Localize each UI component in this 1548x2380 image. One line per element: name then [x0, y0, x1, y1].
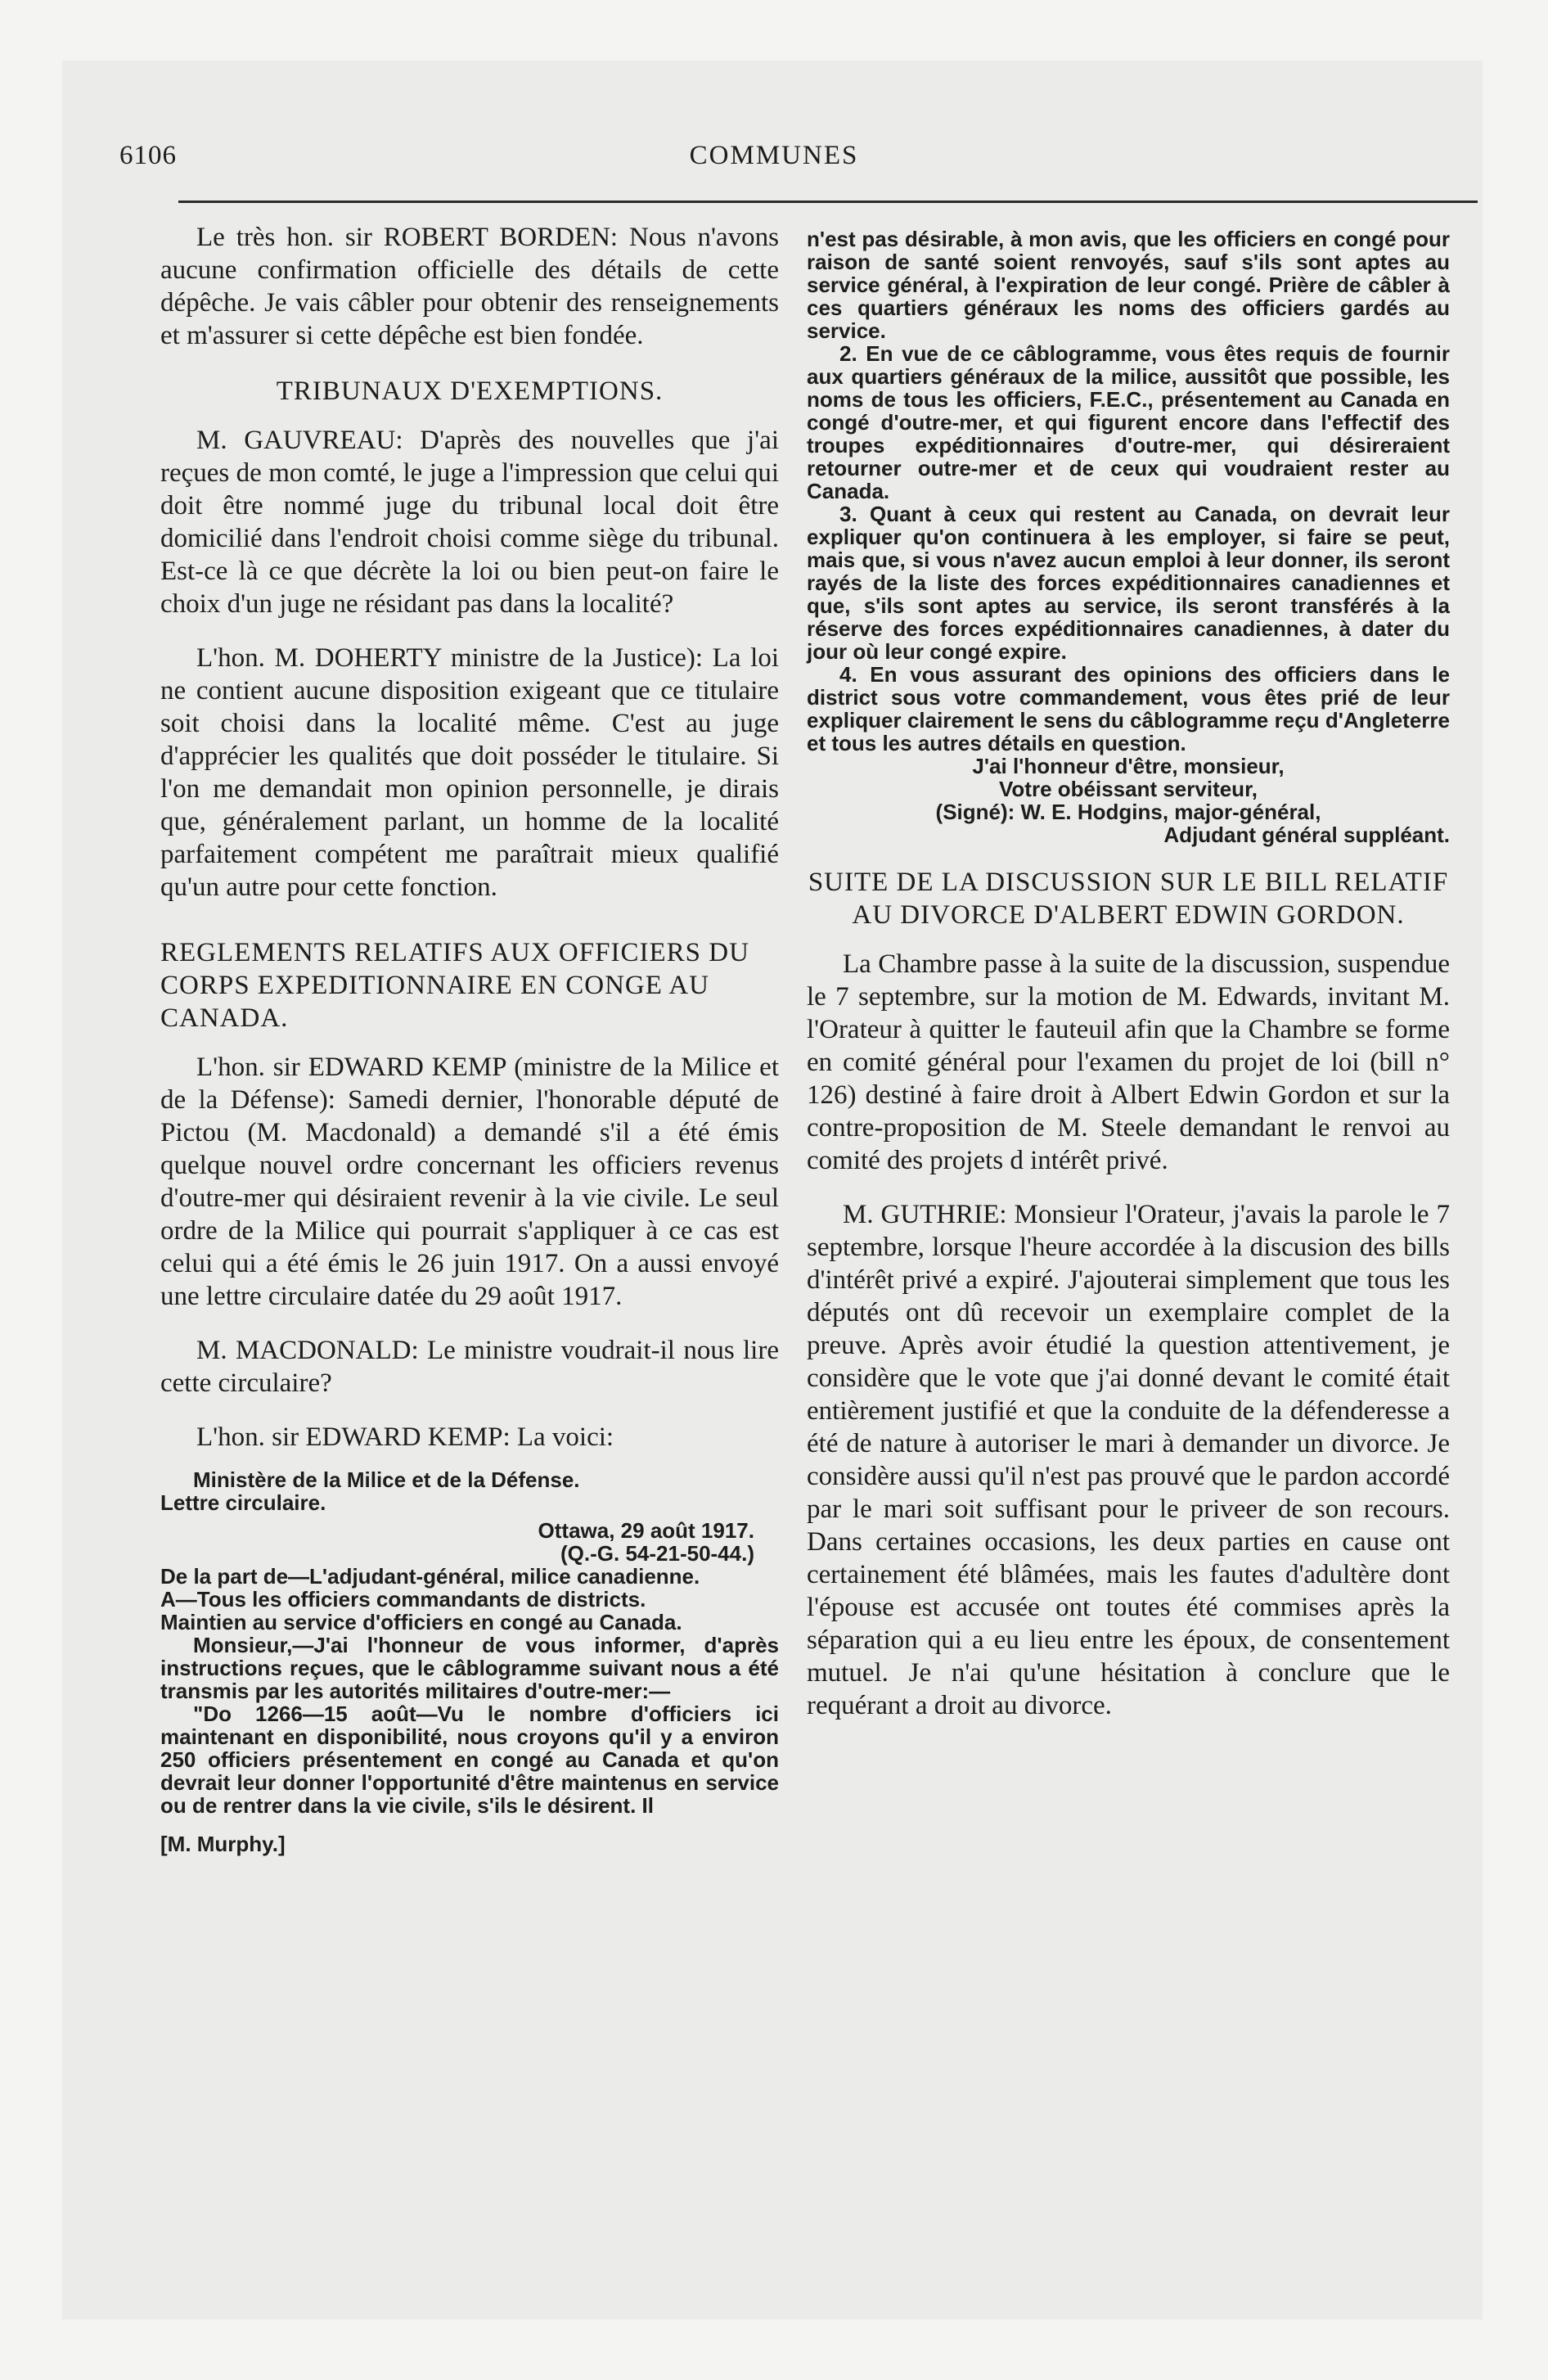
- letter-signatory-title: Adjudant général suppléant.: [1163, 823, 1450, 847]
- section-heading-tribunaux: TRIBUNAUX D'EXEMPTIONS.: [276, 376, 664, 406]
- speaker-tag: [M. Murphy.]: [160, 1832, 286, 1856]
- letter-cable-continued: n'est pas désirable, à mon avis, que les officiers en congé pour raison de santé soient renvoyés, sauf s'ils sont aptes au service général, à l'expiration de leur congé. Prière de câbler à ces quartiers généraux les noms des officiers gardés au service.: [807, 227, 1450, 343]
- left-column: [160, 221, 779, 1857]
- paragraph-doherty: L'hon. M. DOHERTY ministre de la Justice): La loi ne contient aucune disposition exigeant que ce titulaire soit choisi dans la localité même. C'est au juge d'apprécier les qualités que doit posséder le titulaire. Si l'on me demandait mon opinion personnelle, je dirais que, généralement parlant, un homme de la localité parfaitement compétent me paraîtrait mieux qualifié qu'un autre pour cette fonction.: [160, 643, 779, 902]
- letter-signature: (Signé): W. E. Hodgins, major-général,: [935, 800, 1321, 824]
- paragraph-gauvreau: M. GAUVREAU: D'après des nouvelles que j'ai reçues de mon comté, le juge a l'impression que celui qui doit être nommé juge du tribunal local doit être domicilié dans l'endroit choisi comme siège du tribunal. Est-ce là ce que décrète la loi ou bien peut-on faire le choix d'un juge ne résidant pas dans la localité?: [160, 426, 779, 619]
- paragraph-borden: Le très hon. sir ROBERT BORDEN: Nous n'avons aucune confirmation officielle des détails de cette dépêche. Je vais câbler pour obtenir des renseignements et m'assurer si cette dépêche est bien fondée.: [160, 223, 779, 350]
- circular-letter: [160, 1468, 779, 1817]
- paragraph-chambre: La Chambre passe à la suite de la discussion, suspendue le 7 septembre, sur la motion de M. Edwards, invitant M. l'Orateur à quitter le fauteuil afin que la Chambre se forme en comité général pour l'examen du projet de loi (bill n° 126) destiné à faire droit à Albert Edwin Gordon et sur la contre-proposition de M. Steele demandant le renvoi au comité des projets d intérêt privé.: [807, 949, 1450, 1175]
- page-header: [119, 141, 1429, 174]
- running-title: COMMUNES: [689, 141, 859, 170]
- letter-subject: Maintien au service d'officiers en congé au Canada.: [160, 1610, 682, 1634]
- letter-reference: (Q.-G. 54-21-50-44.): [560, 1541, 754, 1566]
- right-column: [807, 228, 1450, 1722]
- section-heading-reglements: REGLEMENTS RELATIFS AUX OFFICIERS DU CORPS EXPEDITIONNAIRE EN CONGE AU CANADA.: [160, 938, 749, 1033]
- header-rule: [178, 201, 1478, 203]
- letter-cable-quote: "Do 1266—15 août—Vu le nombre d'officiers ici maintenant en disponibilité, nous croyons qu'il y a environ 250 officiers présentement en congé au Canada et qu'on devrait leur donner l'opportunité d'être maintenus en service ou de rentrer dans la vie civile, s'ils le désirent. Il: [160, 1702, 779, 1818]
- letter-body-1: Monsieur,—J'ai l'honneur de vous informer, d'après instructions reçues, que le câblogramme suivant nous a été transmis par les autorités militaires d'outre-mer:—: [160, 1633, 779, 1703]
- letter-point-3: 3. Quant à ceux qui restent au Canada, on devrait leur expliquer qu'on continuera à les employer, si faire se peut, mais que, si vous n'avez aucun emploi à leur donner, ils seront rayés de la liste des forces expéditionnaires canadiennes et que, s'ils sont aptes au service, ils seront transférés à la réserve des forces expéditionnaires canadiennes, à dater du jour où leur congé expire.: [807, 502, 1450, 664]
- letter-point-2: 2. En vue de ce câblogramme, vous êtes requis de fournir aux quartiers généraux de la milice, aussitôt que possible, les noms de tous les officiers, F.E.C., présentement au Canada en congé d'outre-mer, et qui figurent encore dans l'effectif des troupes expéditionnaires d'outre-mer, qui désireraient retourner outre-mer et de ceux qui voudraient rester au Canada.: [807, 341, 1450, 503]
- letter-servant: Votre obéissant serviteur,: [999, 777, 1258, 801]
- section-heading-divorce: SUITE DE LA DISCUSSION SUR LE BILL RELATIF AU DIVORCE D'ALBERT EDWIN GORDON.: [808, 868, 1449, 930]
- letter-type: Lettre circulaire.: [160, 1490, 326, 1515]
- paragraph-macdonald: M. MACDONALD: Le ministre voudrait-il nous lire cette circulaire?: [160, 1336, 779, 1398]
- letter-closing: J'ai l'honneur d'être, monsieur,: [972, 754, 1285, 778]
- letter-date: Ottawa, 29 août 1917.: [538, 1518, 754, 1543]
- letter-ministry: Ministère de la Milice et de la Défense.: [193, 1467, 580, 1492]
- letter-from: De la part de—L'adjudant-général, milice canadienne.: [160, 1564, 700, 1589]
- paragraph-guthrie: M. GUTHRIE: Monsieur l'Orateur, j'avais la parole le 7 septembre, lorsque l'heure accordée à la discusion des bills d'intérêt privé a expiré. J'ajouterai simplement que tous les députés ont dû recevoir un exemplaire complet de la preuve. Après avoir étudié la question attentivement, je considère que le vote que j'ai donné devant le comité était entièrement justifié et que la conduite de la défenderesse a été de nature à autoriser le mari à demander un divorce. Je considère aussi qu'il n'est pas prouvé que le pardon accordé par le mari soit suffisant pour le priveer de son recours. Dans certaines occasions, les deux parties en cause ont certainement été blâmées, mais les fautes d'adultère dont l'épouse est accusée ont toutes été commises après la séparation qui a eu lieu entre les époux, de consentement mutuel. Je n'ai qu'une hésitation à conclure que le requérant a droit au divorce.: [807, 1200, 1450, 1720]
- page-number: 6106: [119, 141, 177, 170]
- paragraph-kemp: L'hon. sir EDWARD KEMP (ministre de la Milice et de la Défense): Samedi dernier, l'honorable député de Pictou (M. Macdonald) a demandé s'il a été émis quelque nouvel ordre concernant les officiers revenus d'outre-mer qui désiraient revenir à la vie civile. Le seul ordre de la Milice qui pourrait s'appliquer à ce cas est celui qui a été émis le 26 juin 1917. On a aussi envoyé une lettre circulaire datée du 29 août 1917.: [160, 1053, 779, 1311]
- letter-to: A—Tous les officiers commandants de districts.: [160, 1587, 646, 1611]
- paragraph-kemp-reply: L'hon. sir EDWARD KEMP: La voici:: [196, 1422, 614, 1452]
- letter-point-4: 4. En vous assurant des opinions des officiers dans le district sous votre commandement, vous êtes prié de leur expliquer clairement le sens du câblogramme reçu d'Angleterre et tous les autres détails en question.: [807, 662, 1450, 755]
